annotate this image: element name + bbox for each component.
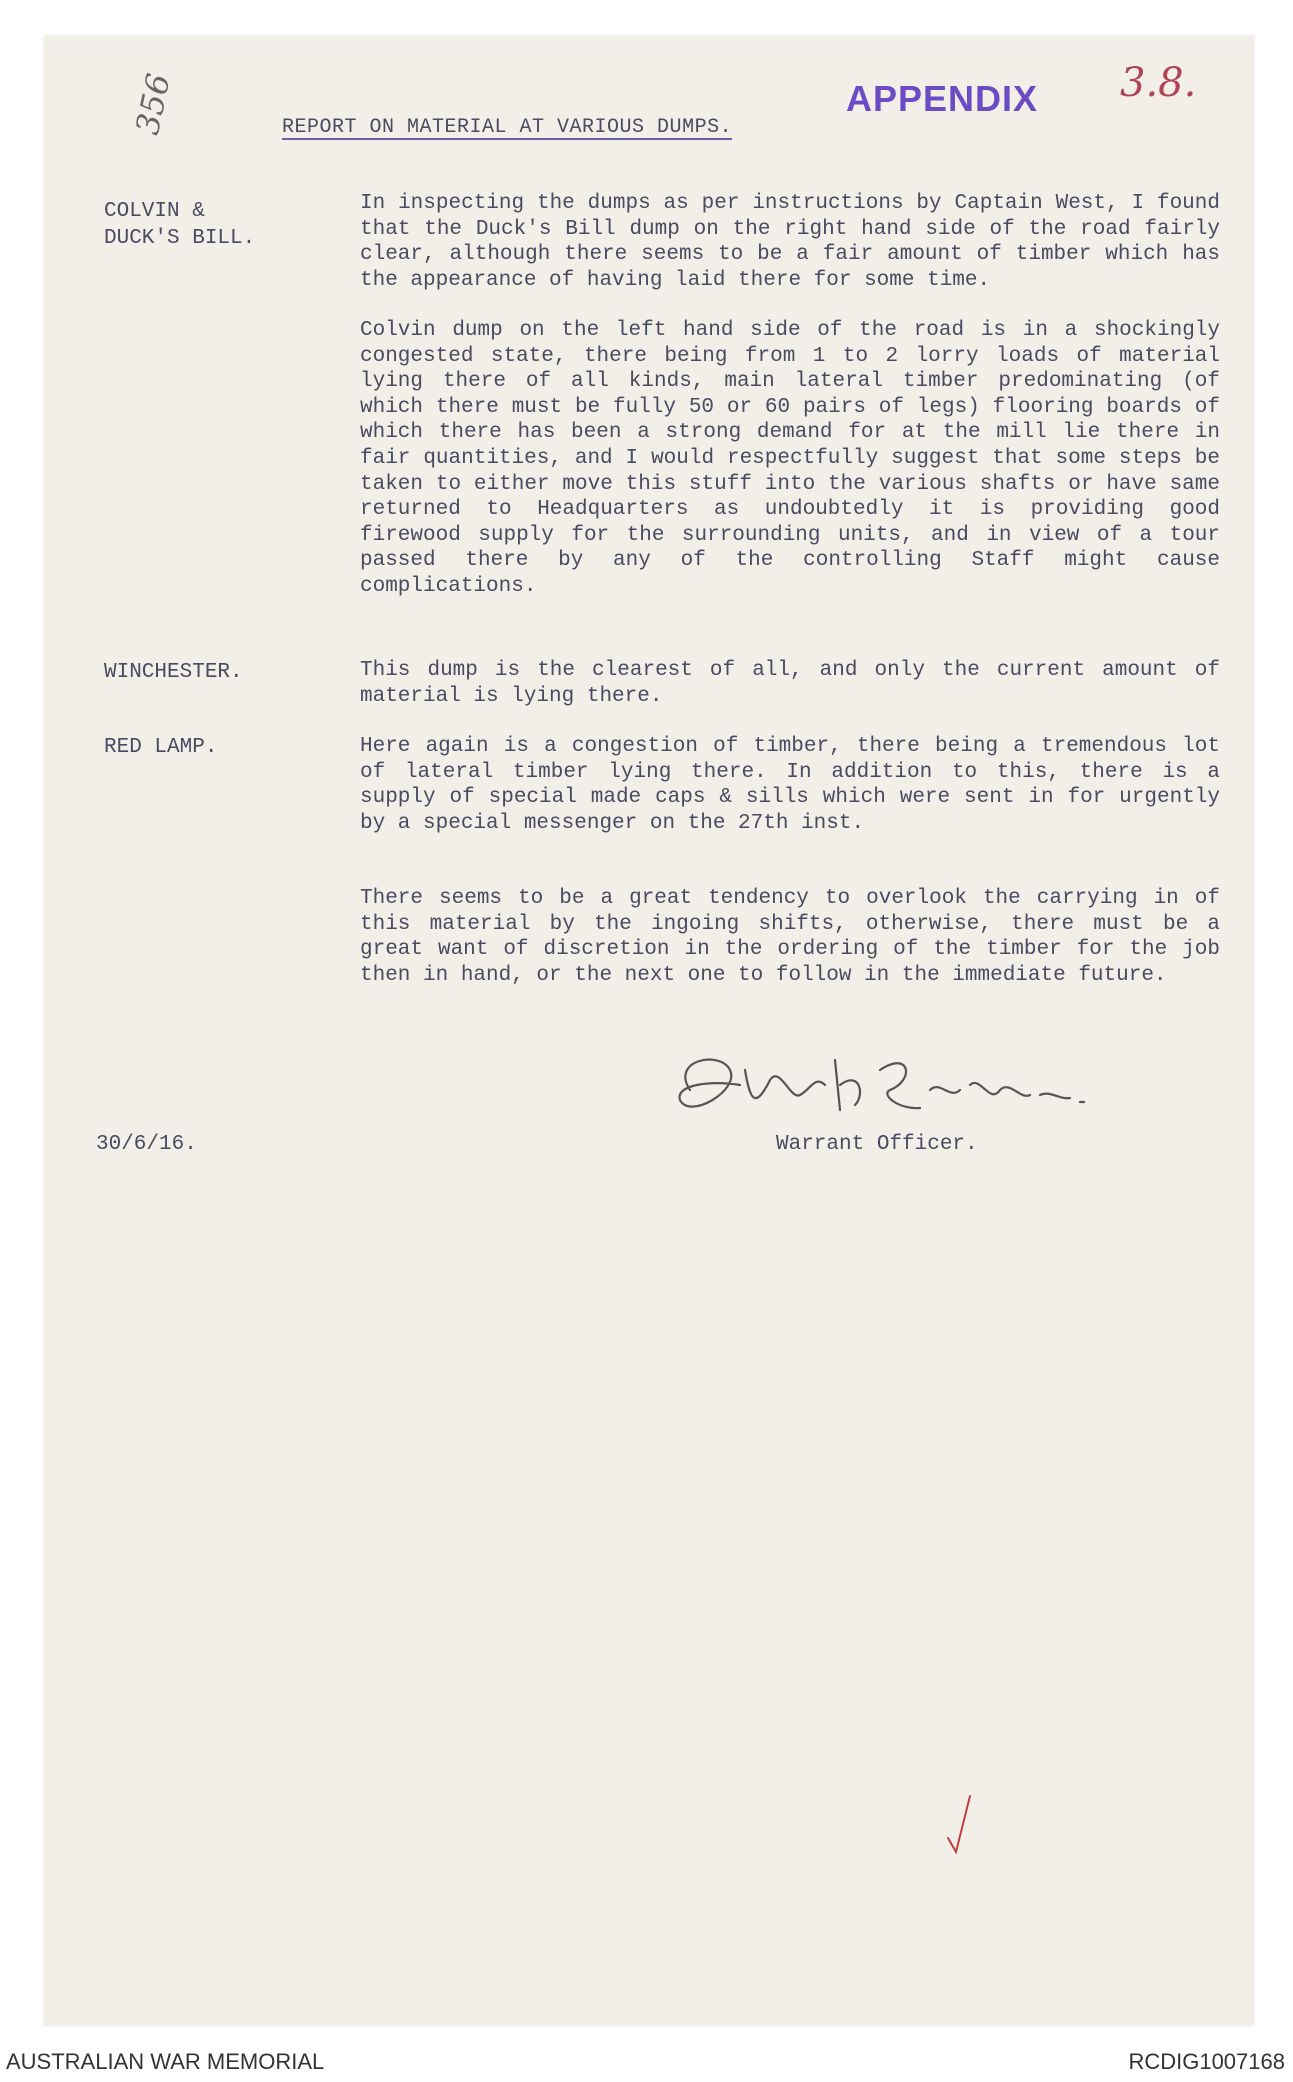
section-label-colvin-ducks-bill: COLVIN & DUCK'S BILL.	[104, 200, 256, 250]
handwritten-signature	[650, 1040, 1110, 1130]
footer-archive-name: AUSTRALIAN WAR MEMORIAL	[6, 2049, 325, 2074]
appendix-stamp: APPENDIX	[846, 78, 1039, 119]
section-paragraph: In inspecting the dumps as per instructions by Captain West, I found that the Duck's Bill dump on the right hand side of the road fairly clear, although there seems to be a fair amount of timber which has the appearance of having laid there for some time.	[360, 192, 1220, 292]
signatory-title: Warrant Officer.	[776, 1133, 978, 1156]
page-number: 356	[128, 70, 178, 138]
document-title: REPORT ON MATERIAL AT VARIOUS DUMPS.	[282, 116, 733, 139]
section-paragraph: This dump is the clearest of all, and only the current amount of material is lying there.	[360, 659, 1220, 708]
section-paragraph: Colvin dump on the left hand side of the road is in a shockingly congested state, there being from 1 to 2 lorry loads of material lying there of all kinds, main lateral timber predominating (of which there must be fully 50 or 60 pairs of legs) flooring boards of which there has been a strong demand for at the mill lie there in fair quantities, and I would respectfully suggest that some steps be taken to either move this stuff into the various shafts or have same returned to Headquarters as undoubtedly it is providing good firewood supply for the surrounding units, and in view of a tour passed there by any of the controlling Staff might cause complications.	[360, 319, 1220, 598]
report-date: 30/6/16.	[96, 1133, 197, 1156]
section-label-winchester: WINCHESTER.	[104, 661, 243, 684]
footer-record-id: RCDIG1007168	[1128, 2049, 1285, 2074]
section-paragraph: Here again is a congestion of timber, there being a tremendous lot of lateral timber lying there. In addition to this, there is a supply of special made caps & sills which were sent in for urgently by a special messenger on the 27th inst.	[360, 735, 1220, 835]
red-tick-mark	[940, 1790, 980, 1860]
section-label-red-lamp: RED LAMP.	[104, 736, 218, 759]
section-paragraph: There seems to be a great tendency to overlook the carrying in of this material by the ingoing shifts, otherwise, there must be a great want of discretion in the ordering of the timber for the job then in hand, or the next one to follow in the immediate future.	[360, 887, 1220, 987]
appendix-number-annotation: 3.8.	[1120, 60, 1197, 106]
